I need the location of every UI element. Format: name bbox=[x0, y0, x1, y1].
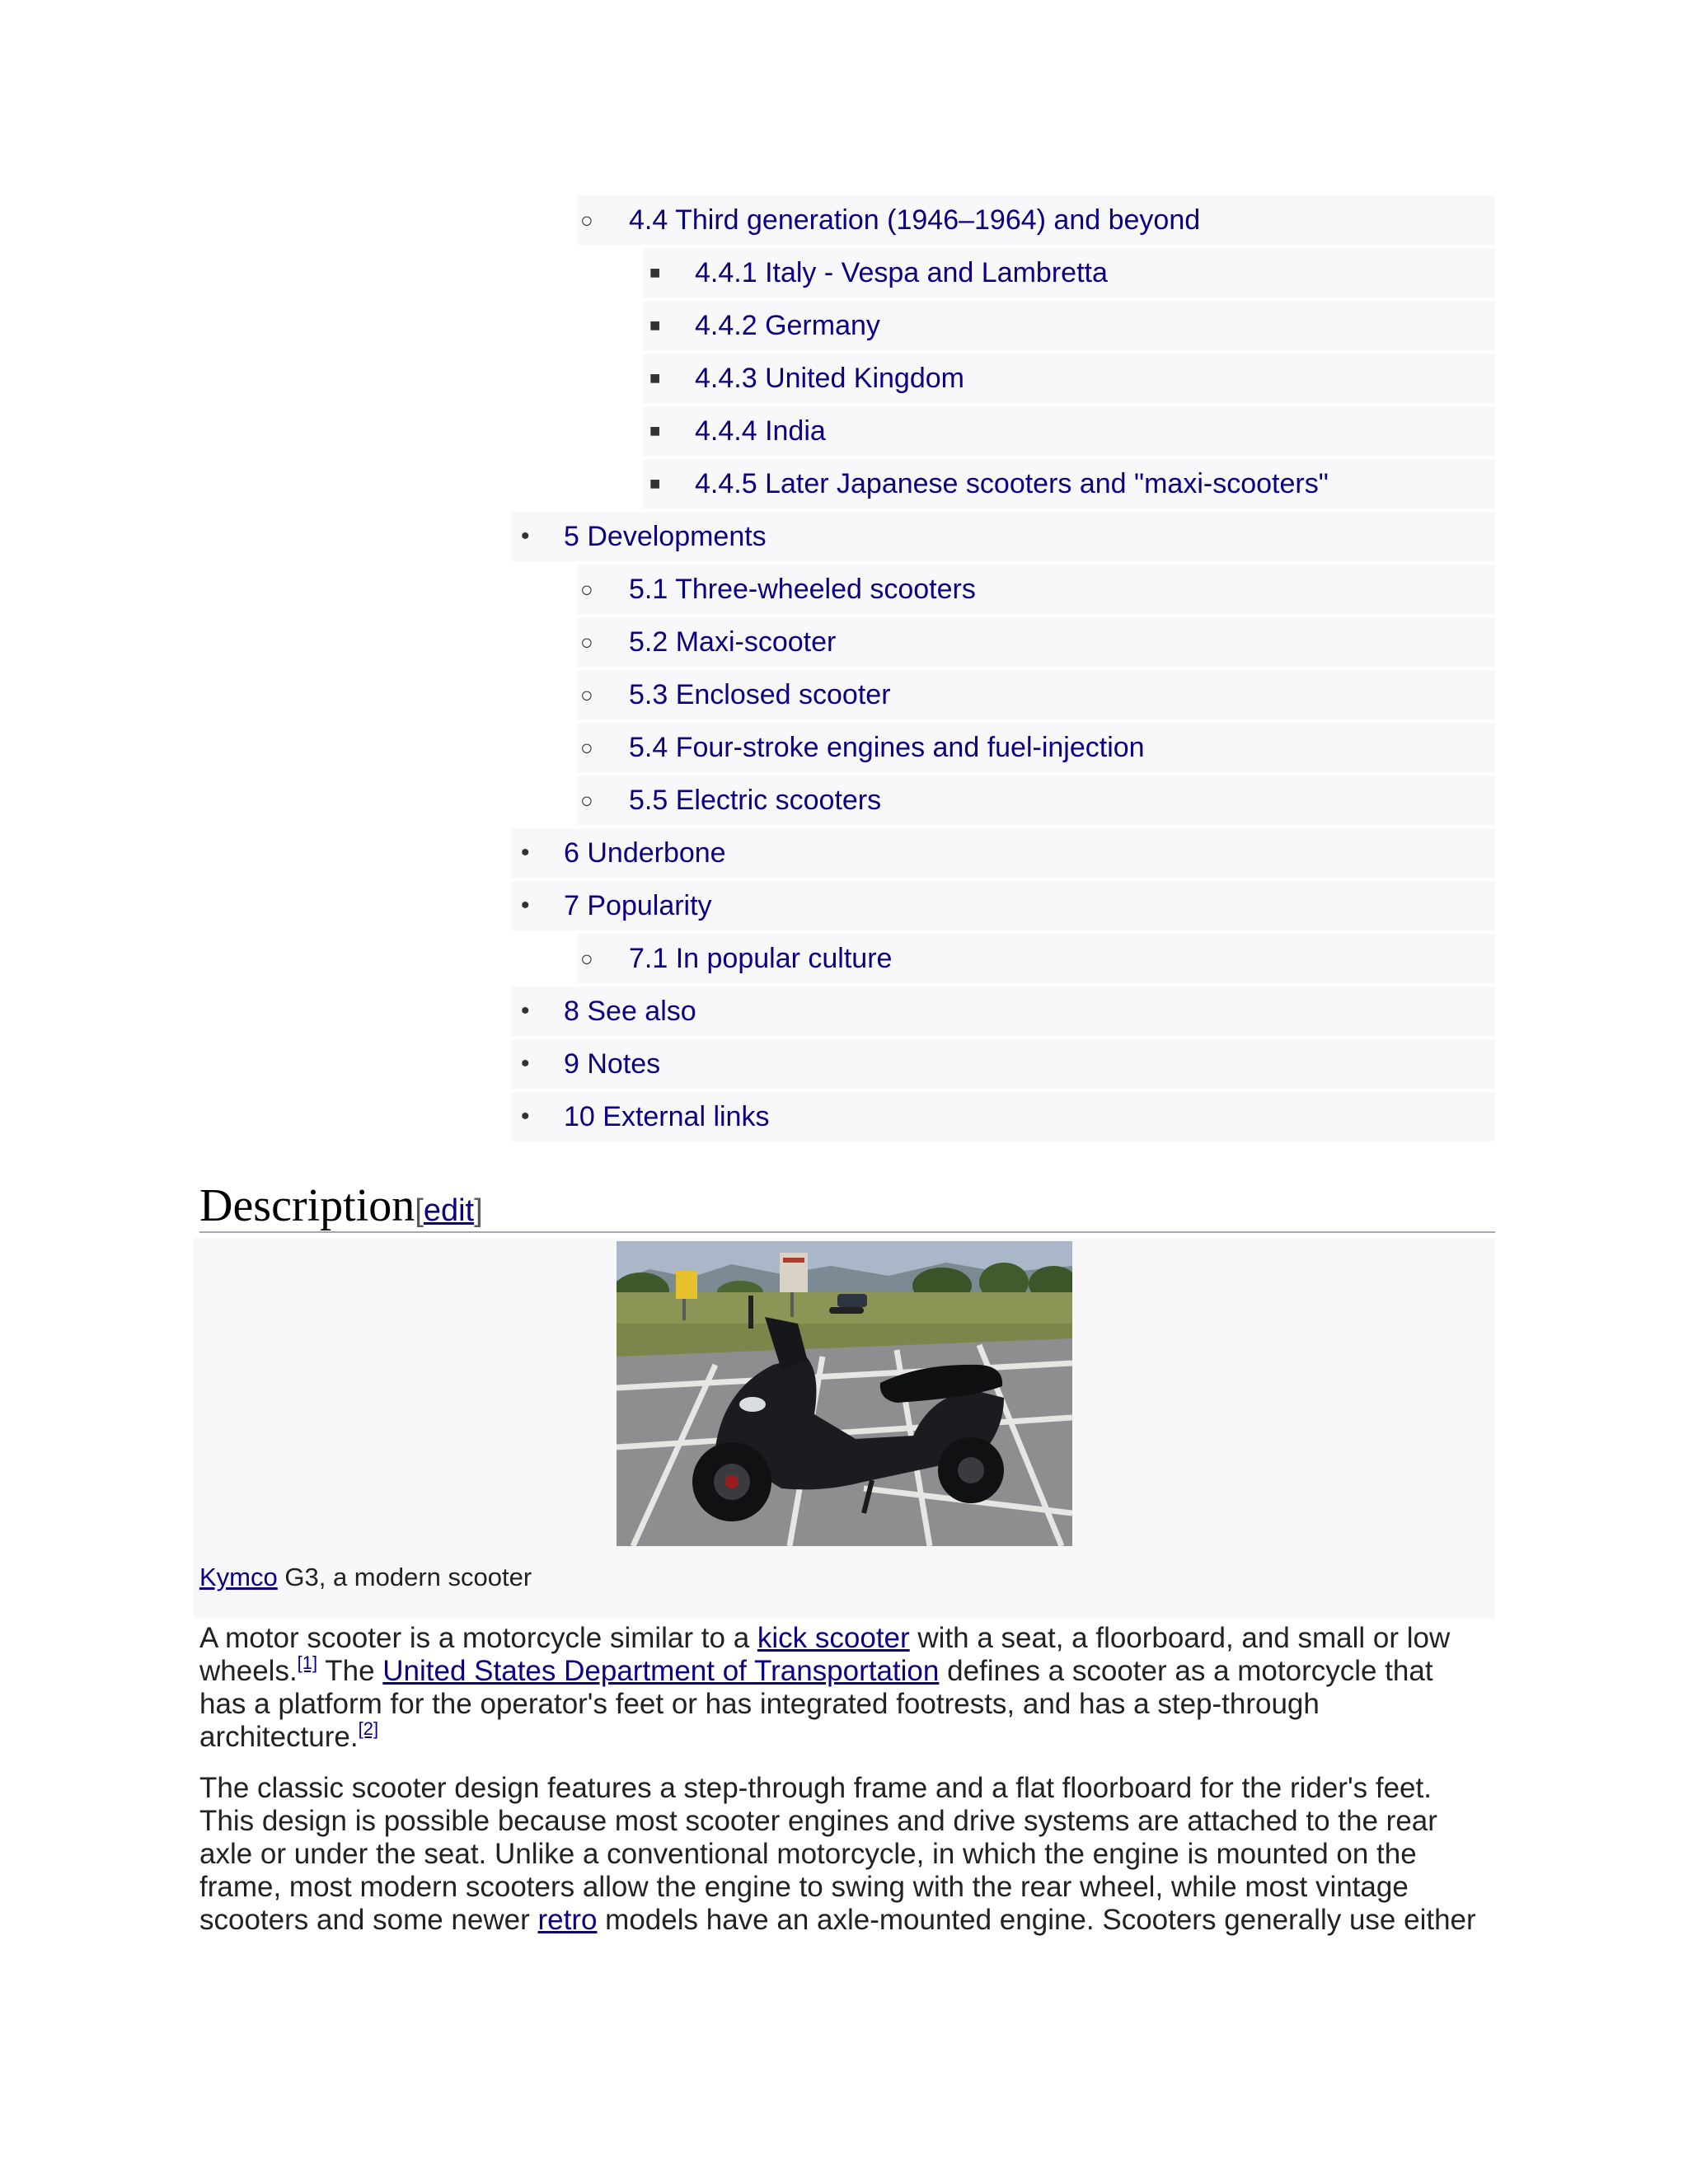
toc-item[interactable] bbox=[511, 1092, 1495, 1141]
toc-link[interactable]: 4.4 Third generation (1946–1964) and beyond bbox=[629, 204, 1201, 236]
toc-item[interactable] bbox=[577, 195, 1495, 245]
toc-item[interactable] bbox=[577, 776, 1495, 825]
toc-link[interactable]: 4.4.1 Italy - Vespa and Lambretta bbox=[695, 257, 1108, 288]
text-line: The classic scooter design features a step-through frame and a flat floorboard for the rider's feet. bbox=[199, 1772, 1432, 1804]
paragraph bbox=[199, 1622, 1495, 1754]
toc-item[interactable] bbox=[577, 934, 1495, 983]
circle-bullet-icon: ○ bbox=[580, 788, 593, 813]
edit-bracket-open: [ bbox=[415, 1193, 424, 1228]
toc-item[interactable] bbox=[643, 406, 1495, 456]
circle-bullet-icon: ○ bbox=[580, 946, 593, 971]
toc-item[interactable] bbox=[511, 828, 1495, 878]
toc-item[interactable] bbox=[643, 354, 1495, 403]
kick-scooter-link[interactable]: kick scooter bbox=[757, 1622, 910, 1654]
toc-item[interactable] bbox=[643, 459, 1495, 509]
toc-link[interactable]: 4.4.2 Germany bbox=[695, 310, 880, 341]
paragraph bbox=[199, 1772, 1495, 1937]
toc-item[interactable] bbox=[577, 670, 1495, 719]
toc-link[interactable]: 4.4.5 Later Japanese scooters and "maxi-scooters" bbox=[695, 468, 1329, 499]
citation-link[interactable]: [2] bbox=[358, 1718, 379, 1739]
toc-link[interactable]: 5.1 Three-wheeled scooters bbox=[629, 574, 976, 605]
circle-bullet-icon: ○ bbox=[580, 735, 593, 760]
retro-link[interactable]: retro bbox=[537, 1904, 598, 1936]
disc-bullet-icon: • bbox=[521, 1050, 530, 1077]
toc-link[interactable]: 5.2 Maxi-scooter bbox=[629, 626, 837, 658]
section-title: Description bbox=[199, 1180, 415, 1231]
toc-item[interactable] bbox=[511, 512, 1495, 561]
scooter-photo[interactable] bbox=[617, 1241, 1072, 1546]
toc-link[interactable]: 5.3 Enclosed scooter bbox=[629, 679, 891, 710]
toc-item[interactable] bbox=[511, 881, 1495, 930]
text-line: This design is possible because most scooter engines and drive systems are attached to the rear bbox=[199, 1805, 1437, 1837]
section-heading bbox=[199, 1177, 1495, 1233]
toc-item[interactable] bbox=[511, 987, 1495, 1036]
square-bullet-icon: ■ bbox=[649, 420, 661, 441]
disc-bullet-icon: • bbox=[521, 892, 530, 919]
toc-item[interactable] bbox=[643, 248, 1495, 298]
figure-thumbnail bbox=[194, 1238, 1495, 1619]
disc-bullet-icon: • bbox=[521, 997, 530, 1024]
square-bullet-icon: ■ bbox=[649, 262, 661, 283]
edit-bracket-close: ] bbox=[474, 1193, 483, 1228]
text-line bbox=[199, 1904, 1495, 1937]
toc-link[interactable]: 9 Notes bbox=[564, 1048, 661, 1080]
circle-bullet-icon: ○ bbox=[580, 208, 593, 232]
text-line: has a platform for the operator's feet or has integrated footrests, and has a step-through bbox=[199, 1688, 1320, 1720]
text-run: wheels. bbox=[199, 1655, 298, 1687]
circle-bullet-icon: ○ bbox=[580, 682, 593, 707]
toc-link[interactable]: 5.5 Electric scooters bbox=[629, 785, 882, 816]
square-bullet-icon: ■ bbox=[649, 315, 661, 335]
text-line bbox=[199, 1622, 1495, 1655]
disc-bullet-icon: • bbox=[521, 839, 530, 866]
toc-link[interactable]: 4.4.4 India bbox=[695, 415, 826, 447]
square-bullet-icon: ■ bbox=[649, 368, 661, 388]
text-run: scooters and some newer bbox=[199, 1904, 538, 1936]
toc-link[interactable]: 8 See also bbox=[564, 996, 696, 1027]
toc-link[interactable]: 4.4.3 United Kingdom bbox=[695, 363, 964, 394]
text-run: models have an axle-mounted engine. Scooters generally use either bbox=[597, 1904, 1476, 1936]
text-line: axle or under the seat. Unlike a conventional motorcycle, in which the engine is mounted on the bbox=[199, 1838, 1417, 1870]
text-run: The bbox=[317, 1655, 383, 1687]
toc-link[interactable]: 5 Developments bbox=[564, 521, 767, 552]
toc-item[interactable] bbox=[511, 1039, 1495, 1089]
toc-item[interactable] bbox=[577, 723, 1495, 772]
us-dot-link[interactable]: United States Department of Transportation bbox=[382, 1655, 940, 1687]
text-run: architecture. bbox=[199, 1721, 359, 1753]
toc-item[interactable] bbox=[643, 301, 1495, 350]
figure-caption bbox=[199, 1561, 532, 1594]
toc-link[interactable]: 10 External links bbox=[564, 1101, 770, 1132]
toc-item[interactable] bbox=[577, 617, 1495, 667]
citation-link[interactable]: [1] bbox=[297, 1652, 318, 1673]
toc-link[interactable]: 5.4 Four-stroke engines and fuel-injection bbox=[629, 732, 1145, 763]
text-line bbox=[199, 1718, 1495, 1754]
circle-bullet-icon: ○ bbox=[580, 577, 593, 602]
disc-bullet-icon: • bbox=[521, 523, 530, 550]
toc-link[interactable]: 6 Underbone bbox=[564, 837, 726, 869]
square-bullet-icon: ■ bbox=[649, 473, 661, 494]
text-run: A motor scooter is a motorcycle similar to a bbox=[199, 1622, 757, 1654]
caption-text: G3, a modern scooter bbox=[277, 1563, 532, 1591]
toc-link[interactable]: 7.1 In popular culture bbox=[629, 943, 893, 974]
toc-item[interactable] bbox=[577, 565, 1495, 614]
kymco-link[interactable]: Kymco bbox=[199, 1563, 278, 1591]
citation-2 bbox=[359, 1718, 378, 1739]
toc-link[interactable]: 7 Popularity bbox=[564, 890, 712, 921]
edit-section-link[interactable]: edit bbox=[423, 1193, 475, 1228]
text-run: defines a scooter as a motorcycle that bbox=[939, 1655, 1433, 1687]
text-run: with a seat, a floorboard, and small or low bbox=[909, 1622, 1451, 1654]
citation-1 bbox=[298, 1652, 317, 1673]
disc-bullet-icon: • bbox=[521, 1103, 530, 1130]
text-line: frame, most modern scooters allow the engine to swing with the rear wheel, while most vintage bbox=[199, 1871, 1409, 1903]
circle-bullet-icon: ○ bbox=[580, 630, 593, 654]
text-line bbox=[199, 1652, 1495, 1688]
